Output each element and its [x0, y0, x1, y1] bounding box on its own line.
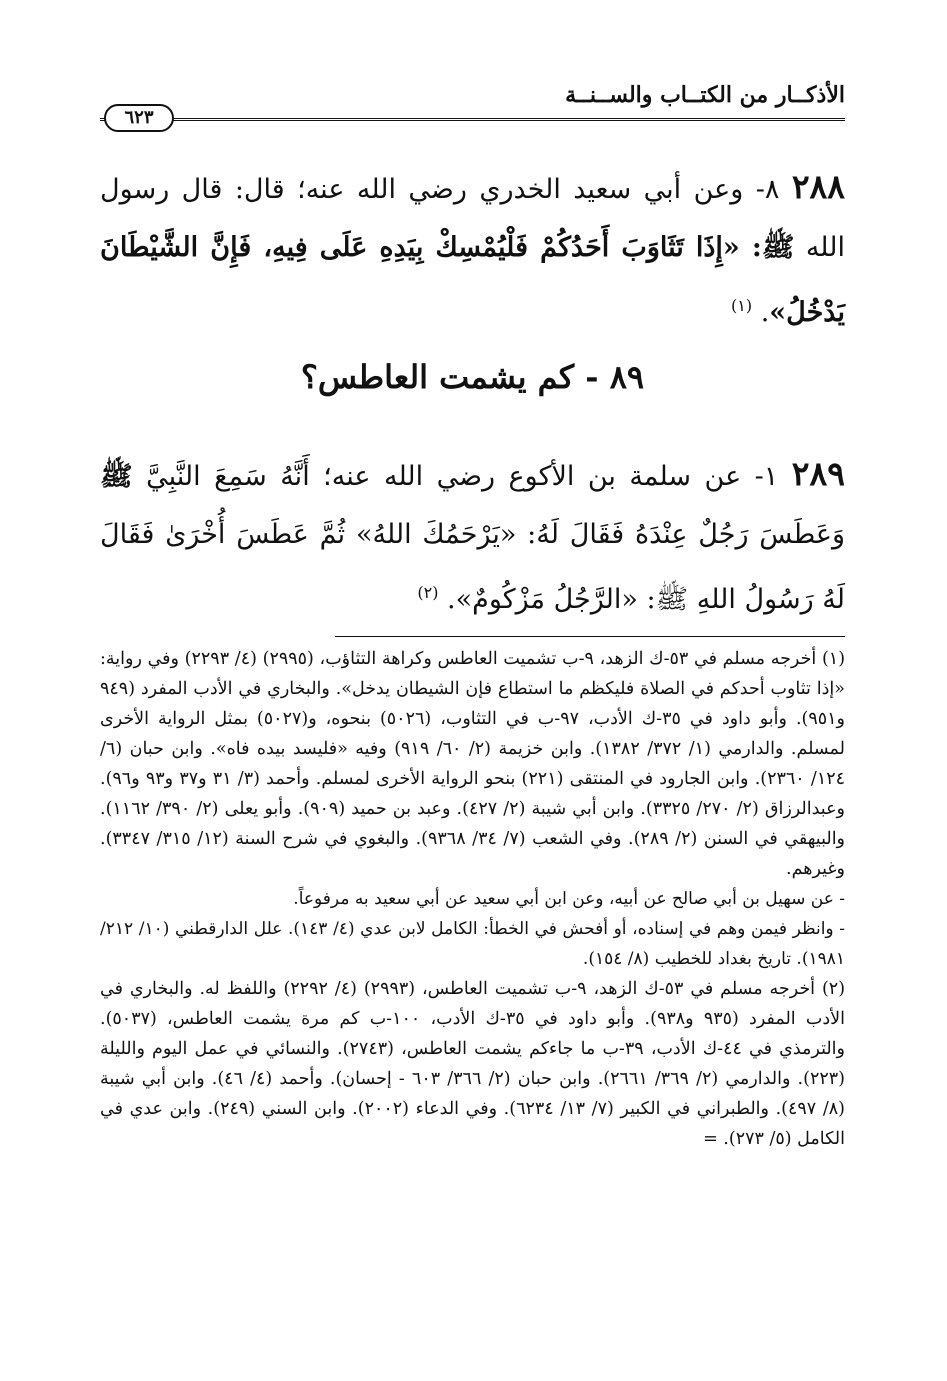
hadith-quote: : «إِذَا تَثَاوَبَ أَحَدُكُمْ فَلْيُمْسِكْ بِيَدِهِ عَلَى فِيهِ، فَإِنَّ الشَّيْطَانَ يَدْخُلُ» — [100, 232, 845, 328]
hadith-text: وَعَطَسَ رَجُلٌ عِنْدَهُ فَقَالَ لَهُ: «يَرْحَمُكَ اللهُ» ثُمَّ عَطَسَ أُخْرَىٰ فَقَالَ لَهُ رَسُولُ اللهِ ﷺ: «الرَّجُلُ مَزْكُومٌ» — [100, 519, 845, 615]
hadith-sub-number: ٨- — [755, 174, 780, 205]
chapter-title: ٨٩ - كم يشمت العاطس؟ — [300, 358, 645, 396]
footnote-1-remark-2: - وانظر فيمن وهم في إسناده، أو أفحش في الخطأ: الكامل لابن عدي (٤/ ١٤٣). علل الدارقطني (١٠/ ٢١٢/ ١٩٨١). تاريخ بغداد للخطيب (٨/ ١٥٤). — [100, 919, 845, 969]
footnote-1: (١) أخرجه مسلم في ٥٣-ك الزهد، ٩-ب تشميت العاطس وكراهة التثاؤب، (٢٩٩٥) (٤/ ٢٢٩٣) وفي رواية: «إذا تثاوب أحدكم في الصلاة فليكظم ما استطاع فإن الشيطان يدخل». والبخاري في الأدب المفرد (٩٤٩ و٩٥١). وأبو داود في ٣٥-ك الأدب، ٩٧-ب في التثاوب، (٥٠٢٦) بنحوه، و(٥٠٢٧) بمثل الرواية الأخرى لمسلم. والدارمي (١/ ٣٧٢/ ١٣٨٢). وابن خزيمة (٢/ ٦٠/ ٩١٩) وفيه «فليسد بيده فاه». وابن حبان (٦/ ١٢٤/ ٢٣٦٠). وابن الجارود في المنتقى (٢٢١) بنحو الرواية الأخرى لمسلم. وأحمد (٣/ ٣١ و٣٧ و٩٣ و٩٦). وعبدالرزاق (٢/ ٢٧٠/ ٣٣٢٥). وابن أبي شيبة (٢/ ٤٢٧). وعبد بن حميد (٩٠٩). وأبو يعلى (٢/ ٣٩٠/ ١١٦٢). والبيهقي في السنن (٢/ ٢٨٩). وفي الشعب (٧/ ٣٤/ ٩٣٦٨). والبغوي في شرح السنة (١٢/ ٣١٥/ ٣٣٤٧). وغيرهم. — [100, 649, 846, 879]
honorific-glyph: ﷺ — [761, 232, 795, 263]
header-rule — [100, 118, 845, 121]
hadith-intro: عن سلمة بن الأكوع رضي الله عنه؛ أَنَّهُ سَمِعَ النَّبِيَّ — [146, 461, 742, 492]
hadith-number: ٢٨٩ — [791, 454, 845, 493]
hadith-sub-number: ١- — [754, 461, 779, 492]
hadith-number: ٢٨٨ — [791, 167, 845, 206]
footnotes — [100, 644, 845, 1154]
page-number: ٦٢٣ — [104, 104, 174, 132]
hadith-289: ٢٨٩ ١- عن سلمة بن الأكوع رضي الله عنه؛ أَنَّهُ سَمِعَ النَّبِيَّ ﷺ وَعَطَسَ رَجُلٌ عِنْدَهُ فَقَالَ لَهُ: «يَرْحَمُكَ اللهُ» ثُمَّ عَطَسَ أُخْرَىٰ فَقَالَ لَهُ رَسُولُ اللهِ ﷺ: «الرَّجُلُ مَزْكُومٌ». $^{(٢)}$ — [100, 454, 845, 615]
hadith-intro: وعن أبي سعيد الخدري رضي الله عنه؛ قال: قال رسول الله — [100, 174, 845, 263]
footnote-marker: (١) — [731, 296, 753, 315]
header-title: الأذكــار من الكتــاب والســنــة — [565, 82, 845, 108]
footnote-1-remark-1: - عن سهيل بن أبي صالح عن أبيه، وعن ابن أبي سعيد عن أبي سعيد به مرفوعاً. — [293, 889, 845, 909]
hadith-288: ٢٨٨ ٨- وعن أبي سعيد الخدري رضي الله عنه؛ قال: قال رسول الله ﷺ: «إِذَا تَثَاوَبَ أَحَدُكُمْ فَلْيُمْسِكْ بِيَدِهِ عَلَى فِيهِ، فَإِنَّ الشَّيْطَانَ يَدْخُلُ». $^{(١)}$ — [100, 167, 845, 328]
running-header — [100, 78, 845, 128]
footnote-2: (٢) أخرجه مسلم في ٥٣-ك الزهد، ٩-ب تشميت العاطس، (٢٩٩٣) (٤/ ٢٢٩٢) واللفظ له. والبخاري في الأدب المفرد (٩٣٥ و٩٣٨). وأبو داود في ٣٥-ك الأدب، ١٠٠-ب كم مرة يشمت العاطس، (٥٠٣٧). والترمذي في ٤٤-ك الأدب، ٣٩-ب ما جاءكم يشمت العاطس، (٢٧٤٣). والنسائي في عمل اليوم والليلة (٢٢٣). والدارمي (٢/ ٣٦٩/ ٢٦٦١). وابن حبان (٢/ ٣٦٦/ ٦٠٣ - إحسان). وأحمد (٤/ ٤٦). وابن أبي شيبة (٨/ ٤٩٧). والطبراني في الكبير (٧/ ١٣/ ٦٢٣٤). وفي الدعاء (٢٠٠٢). وابن السني (٢٤٩). وابن عدي في الكامل (٥/ ٢٧٣). = — [100, 979, 846, 1149]
footnote-marker: (٢) — [417, 583, 439, 602]
footnote-separator — [335, 636, 845, 637]
honorific-glyph: ﷺ — [100, 461, 133, 492]
